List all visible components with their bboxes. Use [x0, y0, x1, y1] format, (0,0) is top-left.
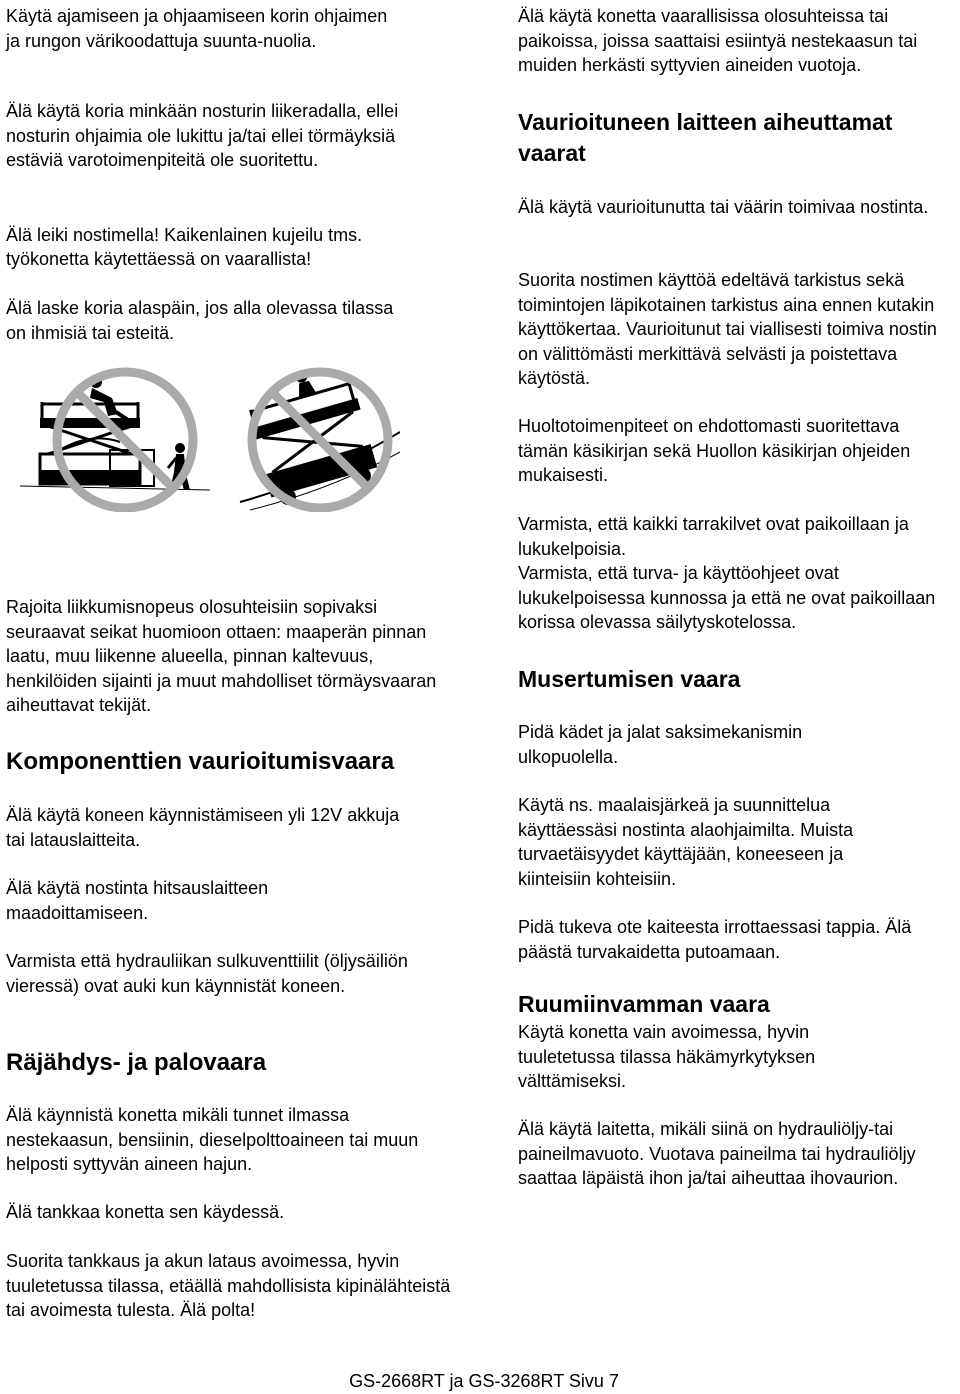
no-tipping-prohibition-icon	[240, 362, 400, 510]
text-common-sense: Käytä ns. maalaisjärkeä ja suunnittelua käyttäessäsi nostinta alaohjaimilta. Muista turvaetäisyydet käyttäjään, koneeseen ja kiinteisiin kohteisiin.	[518, 795, 854, 889]
text-horseplay-dangerous: työkonetta käytettäessä on vaarallista!	[6, 249, 312, 269]
text-speed-limit: Rajoita liikkumisnopeus olosuhteisiin sopivaksi seuraavat seikat huomioon ottaen: maaperän pinnan laatu, muu liikenne alueella, pinnan kaltevuus, henkilöiden sijainti ja muut mahdolliset törmäysvaaran aiheuttavat tekijät.	[6, 597, 437, 715]
text-fuel-odor: Älä käynnistä konetta mikäli tunnet ilmassa nestekaasun, bensiinin, dieselpolttoaineen tai muun helposti syttyvän aineen hajun.	[6, 1105, 419, 1174]
text-lowering-platform: Älä laske koria alaspäin, jos alla olevassa tilassa on ihmisiä tai esteitä.	[6, 298, 394, 343]
text-ventilated-refuel: Suorita tankkaus ja akun lataus avoimessa, hyvin tuuletetussa tilassa, etäällä mahdollisista kipinälähteistä tai avoimesta tulesta. Älä polta!	[6, 1251, 451, 1320]
text-pre-operation-check: Suorita nostimen käyttöä edeltävä tarkistus sekä toimintojen läpikotainen tarkistus aina ennen kutakin käyttökertaa. Vaurioitunut tai viallisesti toimiva nostin on välittömästi merkittävä selvästi ja poistettava käytöstä.	[518, 270, 937, 388]
text-hydraulic-leak: Älä käytä laitetta, mikäli siinä on hydrauliöljy-tai paineilmavuoto. Vuotava paineilma tai hydrauliöljy saattaa läpäistä ihon ja/tai aiheuttaa ihovaurion.	[518, 1119, 916, 1188]
text-hazardous-locations: Älä käytä konetta vaarallisissa olosuhteissa tai paikoissa, joissa saattaisi esiintyä nestekaasun tai muiden herkästi syttyvien aineiden vuotoja.	[518, 6, 918, 75]
text-decals-legible: Varmista, että kaikki tarrakilvet ovat paikoillaan ja lukukelpoisia.	[518, 514, 909, 559]
prohibition-illustration	[20, 362, 400, 512]
text-battery-limit: Älä käytä koneen käynnistämiseen yli 12V akkuja tai latauslaitteita.	[6, 805, 400, 850]
text-shutoff-valves: Varmista että hydrauliikan sulkuventtiilit (öljysäiliön vieressä) ovat auki kun käynnistät koneen.	[6, 951, 408, 996]
text-crane-path: Älä käytä koria minkään nosturin liikeradalla, ellei nosturin ohjaimia ole lukittu ja/tai ellei törmäyksiä estäviä varotoimenpiteitä ole suoritettu.	[6, 101, 399, 170]
no-horseplay-prohibition-icon	[20, 372, 210, 508]
heading-component-damage: Komponenttien vaurioitumisvaara	[6, 748, 395, 775]
text-ventilation: Käytä konetta vain avoimessa, hyvin tuuletetussa tilassa häkämyrkytyksen välttämiseksi.	[518, 1022, 816, 1091]
heading-bodily-injury: Ruumiinvamman vaara	[518, 991, 770, 1017]
text-no-damaged-lift: Älä käytä vaurioitunutta tai väärin toimivaa nostinta.	[518, 197, 929, 217]
text-color-coded-arrows: Käytä ajamiseen ja ohjaamiseen korin ohjaimen ja rungon värikoodattuja suunta-nuolia.	[6, 6, 388, 51]
heading-crushing-hazard: Musertumisen vaara	[518, 666, 741, 692]
text-no-horseplay: Älä leiki nostimella! Kaikenlainen kujeilu tms.	[6, 225, 363, 245]
text-hands-feet: Pidä kädet ja jalat saksimekanismin ulkopuolella.	[518, 722, 803, 767]
text-welding-ground: Älä käytä nostinta hitsauslaitteen maadoittamiseen.	[6, 878, 269, 923]
text-manuals-present: Varmista, että turva- ja käyttöohjeet ovat lukukelpoisessa kunnossa ja että ne ovat paikoillaan korissa olevassa säilytyskotelossa.	[518, 563, 936, 632]
page-footer	[0, 1370, 960, 1392]
heading-explosion-fire: Räjähdys- ja palovaara	[6, 1049, 267, 1076]
text-guard-rail-pin: Pidä tukeva ote kaiteesta irrottaessasi tappia. Älä päästä turvakaidetta putoamaan.	[518, 917, 912, 962]
text-maintenance: Huoltotoimenpiteet on ehdottomasti suoritettava tämän käsikirjan sekä Huollon käsikirjan ohjeiden mukaisesti.	[518, 416, 911, 485]
text-no-refuel-running: Älä tankkaa konetta sen käydessä.	[6, 1202, 285, 1222]
footer-text: GS-2668RT ja GS-3268RT Sivu 7	[349, 1371, 619, 1391]
heading-damaged-equipment: Vaurioituneen laitteen aiheuttamat vaarat	[518, 109, 893, 166]
